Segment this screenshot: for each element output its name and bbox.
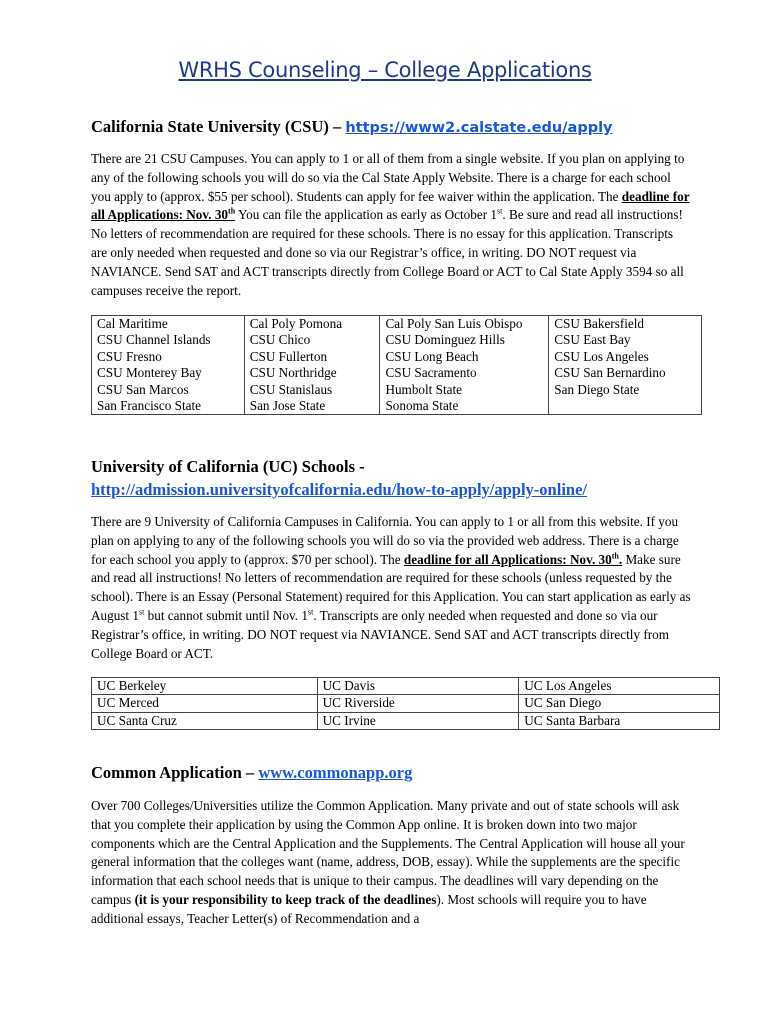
csu-cell: San Jose State: [244, 398, 380, 415]
uc-cell: UC San Diego: [519, 695, 720, 712]
csu-heading: California State University (CSU) – https://www2.calstate.edu/apply: [91, 117, 613, 136]
uc-row: [92, 678, 720, 695]
csu-cell: CSU Stanislaus: [244, 382, 380, 398]
csu-cell: [549, 398, 702, 415]
csu-cell: CSU Fresno: [92, 349, 245, 365]
csu-cell: San Francisco State: [92, 398, 245, 415]
uc-row: [92, 712, 720, 729]
csu-paragraph: There are 21 CSU Campuses. You can apply to 1 or all of them from a single website. If you plan on applying to any of the following schools you will do so via the Cal State Apply Website. There is a charge for each school you apply to (approx. $55 per school). Students can apply for fee waiver within the application. The deadline for all Applications: Nov. 30th You can file the application as early as October 1st. Be sure and read all instructions! No letters of recommendation are required for these schools. There is no essay for this application. Transcripts are only needed when requested and done so via our Registrar’s office, in writing. DO NOT request via NAVIANCE. Send SAT and ACT transcripts directly from College Board or ACT to Cal State Apply 3594 so all campuses receive the report.: [91, 151, 690, 298]
csu-cell: CSU Monterey Bay: [92, 365, 245, 381]
csu-cell: CSU Bakersfield: [549, 316, 702, 333]
common-app-paragraph: Over 700 Colleges/Universities utilize the Common Application. Many private and out of state schools will ask that you complete their application by using the Common App online. It is broken down into two major components which are the Central Application and the Supplements. The Central Application will house all your general information that the colleges want (name, address, DOB, essay). While the supplements are the specific information that each school needs that is unique to their campus. The deadlines will vary depending on the campus (it is your responsibility to keep track of the deadlines). Most schools will require you to have additional essays, Teacher Letter(s) of Recommendation and a: [91, 798, 685, 926]
uc-cell: UC Berkeley: [92, 678, 318, 695]
uc-cell: UC Los Angeles: [519, 678, 720, 695]
uc-deadline: deadline for all Applications: Nov. 30th.: [403, 551, 623, 567]
common-app-heading: Common Application – www.commonapp.org: [91, 763, 413, 782]
uc-heading: University of California (UC) Schools - http://admission.universityofcalifornia.edu/how-to-apply/apply-online/: [91, 457, 587, 499]
uc-cell: UC Davis: [317, 678, 519, 695]
csu-cell: CSU Northridge: [244, 365, 380, 381]
csu-cell: CSU East Bay: [549, 332, 702, 348]
csu-row: [92, 316, 702, 333]
csu-cell: CSU Sacramento: [380, 365, 549, 381]
uc-apply-link[interactable]: http://admission.universityofcalifornia.edu/how-to-apply/apply-online/: [91, 480, 587, 499]
uc-cell: UC Santa Cruz: [92, 712, 318, 729]
csu-cell: Sonoma State: [380, 398, 549, 415]
uc-paragraph: There are 9 University of California Campuses in California. You can apply to 1 or all from this website. If you plan on applying to any of the following schools you will do so via the provided web address. There is a charge for each school you apply to (approx. $70 per school). The deadline for all Applications: Nov. 30th. Make sure and read all instructions! No letters of recommendation are required for these schools (unless requested by the school). There is an Essay (Personal Statement) required for this Application. You can start application as early as August 1st but cannot submit until Nov. 1st. Transcripts are only needed when requested and done so via our Registrar’s office, in writing. DO NOT request via NAVIANCE. Send SAT and ACT transcripts directly from College Board or ACT.: [91, 514, 691, 661]
uc-cell: UC Riverside: [317, 695, 519, 712]
csu-row: [92, 365, 702, 381]
csu-row: [92, 398, 702, 415]
uc-row: [92, 695, 720, 712]
csu-row: [92, 349, 702, 365]
csu-campus-table: [91, 315, 702, 415]
csu-cell: San Diego State: [549, 382, 702, 398]
csu-cell: Humbolt State: [380, 382, 549, 398]
csu-cell: CSU Fullerton: [244, 349, 380, 365]
csu-cell: CSU San Marcos: [92, 382, 245, 398]
csu-cell: Cal Poly San Luis Obispo: [380, 316, 549, 333]
csu-cell: CSU San Bernardino: [549, 365, 702, 381]
csu-cell: Cal Maritime: [92, 316, 245, 333]
csu-row: [92, 382, 702, 398]
csu-row: [92, 332, 702, 348]
csu-cell: CSU Dominguez Hills: [380, 332, 549, 348]
uc-cell: UC Merced: [92, 695, 318, 712]
csu-apply-link[interactable]: https://www2.calstate.edu/apply: [345, 120, 613, 136]
uc-cell: UC Irvine: [317, 712, 519, 729]
page-title: WRHS Counseling – College Applications: [178, 58, 592, 82]
csu-cell: CSU Channel Islands: [92, 332, 245, 348]
csu-cell: CSU Long Beach: [380, 349, 549, 365]
csu-cell: CSU Chico: [244, 332, 380, 348]
csu-deadline: deadline for all Applications: Nov. 30th: [91, 188, 690, 223]
common-app-link[interactable]: www.commonapp.org: [258, 763, 413, 782]
csu-cell: Cal Poly Pomona: [244, 316, 380, 333]
csu-cell: CSU Los Angeles: [549, 349, 702, 365]
uc-cell: UC Santa Barbara: [519, 712, 720, 729]
uc-campus-table: [91, 677, 720, 730]
